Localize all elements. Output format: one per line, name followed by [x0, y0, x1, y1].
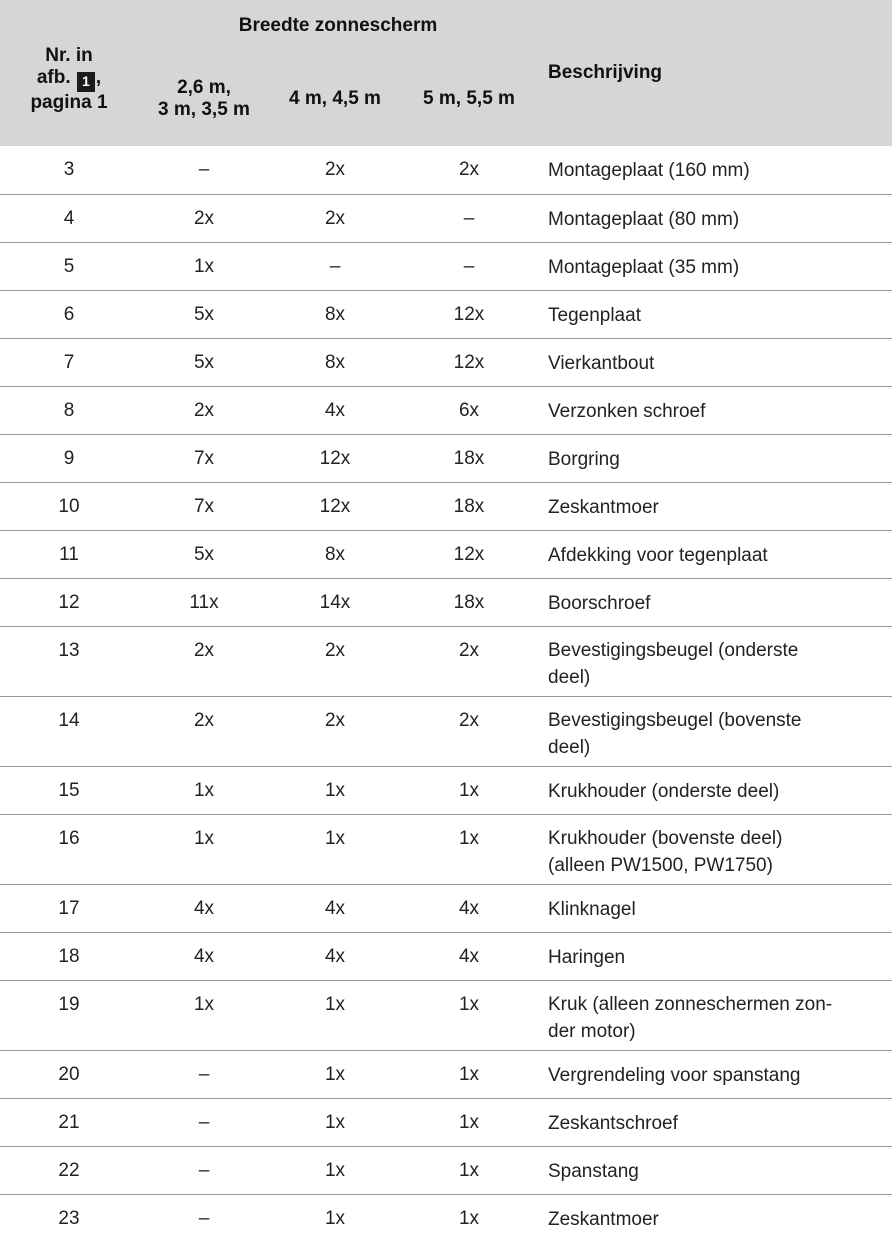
cell-qty-width3: 12x: [400, 530, 538, 578]
cell-qty-width1: 1x: [138, 242, 270, 290]
header-nr-line2-suffix: ,: [95, 66, 102, 88]
cell-qty-width1: 4x: [138, 932, 270, 980]
cell-qty-width1: 1x: [138, 980, 270, 1050]
table-row: [0, 626, 892, 696]
cell-qty-width3: 2x: [400, 146, 538, 194]
cell-qty-width1: –: [138, 1098, 270, 1146]
cell-qty-width3: 12x: [400, 338, 538, 386]
cell-description: Zeskantmoer: [548, 1208, 659, 1230]
table-row: [0, 1194, 892, 1242]
header-nr-line2-prefix: afb.: [36, 66, 71, 88]
cell-description: Vergrendeling voor spanstang: [538, 1050, 892, 1098]
cell-description: [538, 696, 892, 766]
cell-description: Klinknagel: [538, 884, 892, 932]
cell-qty-width3: –: [400, 194, 538, 242]
table-row: [0, 338, 892, 386]
table-header: [0, 0, 892, 146]
cell-qty-width1: 5x: [138, 338, 270, 386]
table-row: [0, 578, 892, 626]
header-description: Beschrijving: [538, 0, 892, 146]
cell-nr: 20: [0, 1050, 138, 1098]
header-width-col3: 5 m, 5,5 m: [400, 52, 538, 146]
table-row: [0, 194, 892, 242]
cell-nr: 15: [0, 766, 138, 814]
cell-description: Zeskantschroef: [538, 1098, 892, 1146]
cell-description: [538, 980, 892, 1050]
cell-nr: 8: [0, 386, 138, 434]
cell-qty-width2: 2x: [270, 146, 400, 194]
table-row: [0, 884, 892, 932]
table-row: [0, 1050, 892, 1098]
cell-description: Haringen: [538, 932, 892, 980]
table-row: [0, 434, 892, 482]
cell-qty-width1: 1x: [138, 766, 270, 814]
cell-qty-width3: 18x: [400, 578, 538, 626]
cell-qty-width3: 1x: [458, 1207, 480, 1229]
table-row: [0, 530, 892, 578]
cell-qty-width2: 8x: [270, 338, 400, 386]
cell-qty-width2: 2x: [270, 626, 400, 696]
cell-qty-width2: 1x: [270, 766, 400, 814]
cell-qty-width3: 1x: [400, 1146, 538, 1194]
cell-description: Vierkantbout: [538, 338, 892, 386]
cell-description: Montageplaat (160 mm): [538, 146, 892, 194]
cell-nr: 14: [0, 696, 138, 766]
cell-qty-width3: 18x: [400, 482, 538, 530]
header-width-col1: [138, 52, 270, 146]
cell-nr: 19: [0, 980, 138, 1050]
cell-description: Montageplaat (80 mm): [538, 194, 892, 242]
cell-nr: 3: [0, 146, 138, 194]
cell-qty-width2: 12x: [270, 434, 400, 482]
cell-qty-width1: –: [198, 1207, 210, 1229]
cell-qty-width3: 1x: [400, 980, 538, 1050]
cell-description-line1: Kruk (alleen zonneschermen zon-: [548, 993, 833, 1015]
cell-qty-width2: 1x: [270, 1146, 400, 1194]
cell-description: Montageplaat (35 mm): [538, 242, 892, 290]
cell-qty-width1: 2x: [138, 626, 270, 696]
header-nr-line1: Nr. in: [45, 44, 93, 66]
cell-qty-width1: 7x: [138, 434, 270, 482]
table-row: [0, 980, 892, 1050]
cell-qty-width2: 8x: [270, 530, 400, 578]
cell-qty-width3: 12x: [400, 290, 538, 338]
cell-description: Spanstang: [538, 1146, 892, 1194]
table-row: [0, 814, 892, 884]
cell-nr: 10: [0, 482, 138, 530]
cell-description: Krukhouder (onderste deel): [538, 766, 892, 814]
cell-qty-width1: 2x: [138, 386, 270, 434]
cell-qty-width3: 4x: [400, 932, 538, 980]
cell-qty-width2: 1x: [270, 814, 400, 884]
cell-qty-width1: 5x: [138, 290, 270, 338]
cell-qty-width1: 5x: [138, 530, 270, 578]
cell-qty-width2: 1x: [270, 980, 400, 1050]
cell-qty-width2: 4x: [270, 884, 400, 932]
cell-nr: 7: [0, 338, 138, 386]
header-width-col1-line2: 3 m, 3,5 m: [158, 99, 250, 121]
cell-nr: 23: [58, 1207, 80, 1229]
cell-qty-width2: 14x: [270, 578, 400, 626]
cell-nr: 22: [0, 1146, 138, 1194]
cell-qty-width3: 1x: [400, 1050, 538, 1098]
cell-qty-width1: –: [138, 1146, 270, 1194]
cell-qty-width1: 7x: [138, 482, 270, 530]
cell-qty-width2: 8x: [270, 290, 400, 338]
cell-description: [538, 626, 892, 696]
cell-qty-width2: 1x: [270, 1050, 400, 1098]
cell-nr: 11: [0, 530, 138, 578]
cell-qty-width1: –: [138, 146, 270, 194]
cell-qty-width2: 2x: [270, 696, 400, 766]
table-row: [0, 696, 892, 766]
cell-description: Borgring: [538, 434, 892, 482]
cell-description: Boorschroef: [538, 578, 892, 626]
table-row: [0, 242, 892, 290]
cell-qty-width1: 2x: [138, 696, 270, 766]
cell-qty-width1: 11x: [138, 578, 270, 626]
cell-nr: 5: [0, 242, 138, 290]
cell-nr: 9: [0, 434, 138, 482]
cell-nr: 13: [0, 626, 138, 696]
figure-number-badge: 1: [77, 72, 95, 92]
cell-nr: 16: [0, 814, 138, 884]
cell-qty-width2: 1x: [324, 1207, 346, 1229]
table-row: [0, 1146, 892, 1194]
cell-qty-width2: 4x: [270, 932, 400, 980]
cell-qty-width3: 1x: [400, 766, 538, 814]
cell-qty-width1: 4x: [138, 884, 270, 932]
table-body: [0, 146, 892, 1242]
cell-nr: 17: [0, 884, 138, 932]
cell-nr: 4: [0, 194, 138, 242]
table-row: [0, 1098, 892, 1146]
cell-qty-width3: 2x: [400, 626, 538, 696]
cell-qty-width3: 2x: [400, 696, 538, 766]
table-row: [0, 766, 892, 814]
cell-qty-width3: –: [400, 242, 538, 290]
cell-description-line1: Bevestigingsbeugel (bovenste: [548, 709, 802, 731]
cell-nr: 6: [0, 290, 138, 338]
cell-nr: 21: [0, 1098, 138, 1146]
header-nr-column: [0, 0, 138, 146]
cell-qty-width3: 18x: [400, 434, 538, 482]
cell-description: Verzonken schroef: [538, 386, 892, 434]
cell-nr: 12: [0, 578, 138, 626]
cell-qty-width2: 12x: [270, 482, 400, 530]
cell-qty-width2: 4x: [270, 386, 400, 434]
table-row: [0, 386, 892, 434]
cell-qty-width2: –: [270, 242, 400, 290]
cell-description: Afdekking voor tegenplaat: [538, 530, 892, 578]
cell-qty-width3: 1x: [400, 1098, 538, 1146]
cell-description-line2: deel): [548, 666, 591, 688]
cell-description-line1: Krukhouder (bovenste deel): [548, 827, 783, 849]
header-width-group: Breedte zonnescherm: [138, 0, 538, 52]
cell-qty-width1: 2x: [138, 194, 270, 242]
cell-description-line2: deel): [548, 736, 591, 758]
table-row: [0, 290, 892, 338]
cell-qty-width1: –: [138, 1050, 270, 1098]
cell-description-line2: der motor): [548, 1020, 636, 1042]
table-row: [0, 146, 892, 194]
cell-description-line1: Bevestigingsbeugel (onderste: [548, 639, 799, 661]
cell-qty-width3: 1x: [400, 814, 538, 884]
cell-description-line2: (alleen PW1500, PW1750): [548, 854, 773, 876]
cell-qty-width2: 1x: [270, 1098, 400, 1146]
cell-qty-width3: 6x: [400, 386, 538, 434]
cell-description: Zeskantmoer: [538, 482, 892, 530]
table-row: [0, 932, 892, 980]
header-nr-line3: pagina 1: [30, 91, 108, 113]
cell-description: [538, 814, 892, 884]
cell-qty-width3: 4x: [400, 884, 538, 932]
cell-qty-width1: 1x: [138, 814, 270, 884]
cell-nr: 18: [0, 932, 138, 980]
header-width-col1-line1: 2,6 m,: [177, 77, 231, 99]
cell-description: Tegenplaat: [538, 290, 892, 338]
table-row: [0, 482, 892, 530]
cell-qty-width2: 2x: [270, 194, 400, 242]
header-width-col2: 4 m, 4,5 m: [270, 52, 400, 146]
